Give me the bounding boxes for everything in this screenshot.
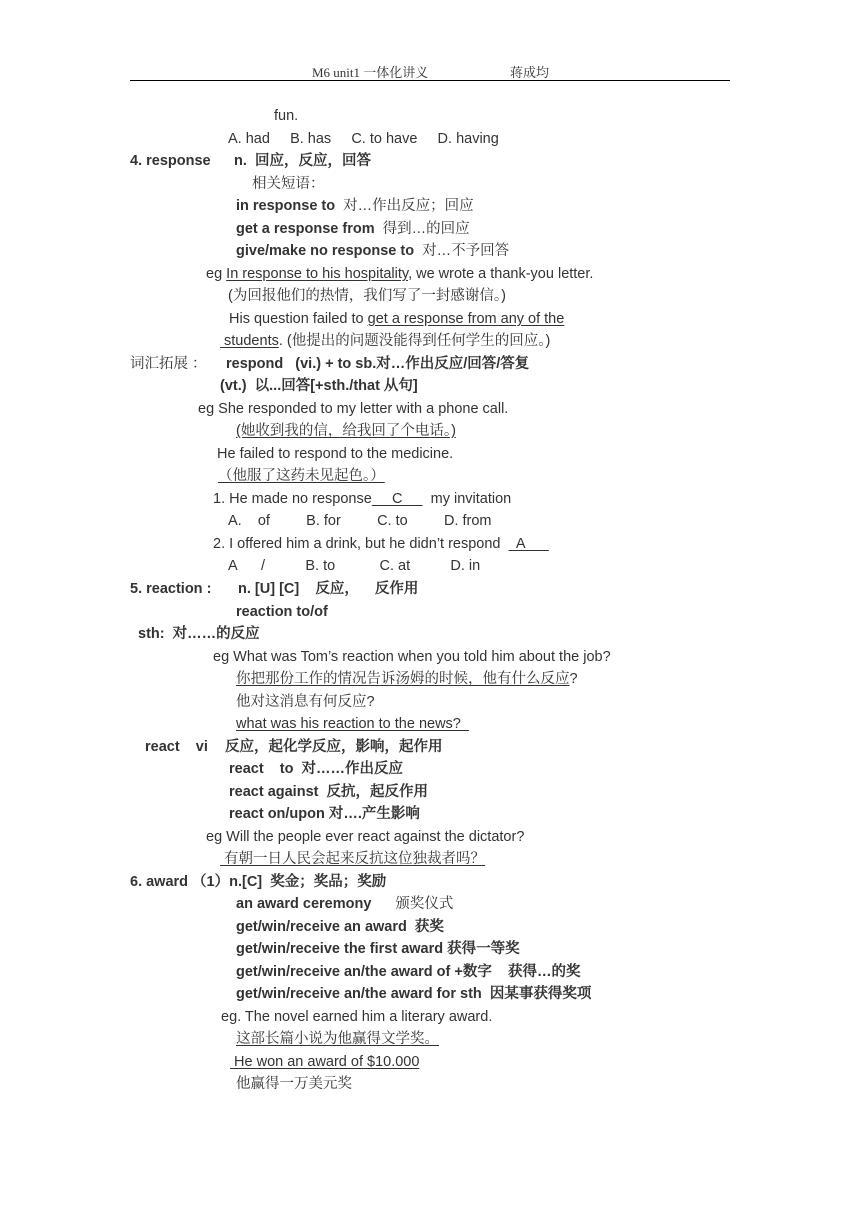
example-translation: 他赢得一万美元奖	[236, 1076, 352, 1092]
phrase-line	[236, 242, 509, 260]
phrase-line	[236, 220, 470, 238]
phrase-en: get/win/receive an/the award of +数字 获得…的奖	[236, 964, 581, 980]
entry-word: . reaction :	[138, 581, 212, 597]
phrase-line	[236, 985, 591, 1003]
phrase-en: get/win/receive the first award 获得一等奖	[236, 941, 520, 957]
entry-heading-reaction	[130, 580, 211, 598]
entry-definition	[234, 152, 371, 170]
phrase-line	[229, 805, 420, 823]
choice-options: A. of B. for C. to D. from	[228, 513, 492, 529]
example-highlight: He won an award of $10.000	[230, 1054, 420, 1070]
phrase-cn: 对…不予回答	[422, 243, 510, 259]
phrase-cn: 对…作出反应；回应	[343, 198, 474, 214]
entry-word: 4. response	[130, 153, 211, 169]
example-line	[206, 265, 593, 283]
vocab-extension-label: 词汇拓展 ：	[130, 356, 207, 372]
answer-blank: A	[508, 536, 549, 552]
translation-text: （他服了这药未见起色。）	[218, 468, 385, 484]
page-header	[130, 62, 730, 81]
entry-heading-react	[145, 738, 208, 756]
example-line: eg She responded to my letter with a phone call.	[198, 401, 509, 417]
example-translation: . (他提出的问题没能得到任何学生的回应。)	[278, 333, 551, 349]
phrase-line	[236, 918, 444, 936]
entry-definition-text: 反应，起化学反应，影响，起作用	[225, 739, 443, 755]
phrase-cn: 颁奖仪式	[395, 896, 454, 912]
answer-blank: C	[371, 491, 423, 507]
choice-options: A. had B. has C. to have D. having	[228, 131, 499, 147]
phrase-en: give/make no response to	[236, 243, 415, 259]
example-highlight: what was his reaction to the news?	[236, 716, 469, 732]
phrase-cn: 得到…的回应	[382, 221, 470, 237]
example-line	[229, 310, 564, 328]
phrase-en: react to 对……作出反应	[229, 761, 404, 777]
phrase-en: react on/upon 对….产生影响	[229, 806, 420, 822]
phrase-line	[236, 895, 453, 913]
phrase-line	[236, 603, 328, 621]
example-translation	[236, 1030, 439, 1048]
example-translation: (为回报他们的热情，我们写了一封感谢信。)	[228, 288, 506, 304]
example-line: eg Will the people ever react against the dictator?	[206, 829, 525, 845]
translation-text: (她收到我的信，给我回了个电话。)	[236, 423, 456, 439]
entry-number: 5	[130, 581, 139, 597]
phrase-heading: 相关短语：	[252, 176, 325, 192]
entry-heading-award	[130, 873, 386, 891]
question-text: 1. He made no response	[213, 491, 372, 507]
phrase-en: get a response from	[236, 221, 375, 237]
translation-text: 有朝一日人民会起来反抗这位独裁者吗？	[220, 851, 486, 867]
example-line	[220, 332, 550, 350]
example-highlight: get a response from any of the	[367, 311, 565, 327]
example-line: 他对这消息有何反应?	[236, 694, 375, 710]
phrase-en: an award ceremony	[236, 896, 372, 912]
entry-definition-text: n. 回应，反应，回答	[234, 153, 371, 169]
vocab-extension-entry	[226, 355, 529, 373]
header-title: M6 unit1 一体化讲义	[312, 65, 429, 80]
entry-definition-text: （1）n.[C] 奖金；奖品；奖励	[188, 874, 387, 890]
phrase-en: get/win/receive an/the award for sth 因某事获得奖项	[236, 986, 592, 1002]
header-author: 蒋成均	[510, 65, 550, 80]
example-line	[230, 1053, 419, 1071]
phrase-line	[236, 940, 520, 958]
phrase-line	[229, 783, 428, 801]
phrase-en: sth: 对……的反应	[138, 626, 260, 642]
text-line: fun.	[274, 108, 299, 124]
phrase-line	[236, 197, 474, 215]
entry-definition	[225, 738, 443, 756]
example-line: He failed to respond to the medicine.	[217, 446, 454, 462]
example-translation	[236, 422, 456, 440]
vocab-entry-text: (vt.) 以...回答[+sth./that 从句]	[220, 378, 418, 394]
entry-definition	[238, 580, 418, 598]
example-line: eg What was Tom’s reaction when you told him about the job?	[213, 649, 611, 665]
example-highlight: students	[220, 333, 279, 349]
entry-word: react vi	[145, 739, 208, 755]
phrase-en: get/win/receive an award 获奖	[236, 919, 444, 935]
example-rest: , we wrote a thank-you letter.	[408, 266, 594, 282]
example-text: His question failed to	[229, 311, 368, 327]
entry-definition-text: n. [U] [C] 反应， 反作用	[238, 581, 419, 597]
phrase-en: in response to	[236, 198, 336, 214]
entry-word: 6. award	[130, 874, 189, 890]
question-text: my invitation	[422, 491, 512, 507]
example-line	[236, 715, 469, 733]
translation-text: 你把那份工作的情况告诉汤姆的时候，他有什么反应	[236, 671, 570, 687]
choice-options: A / B. to C. at D. in	[228, 558, 481, 574]
example-line: eg. The novel earned him a literary award.	[221, 1009, 493, 1025]
translation-punct: ?	[569, 671, 578, 687]
example-translation	[220, 850, 485, 868]
phrase-en: react against 反抗，起反作用	[229, 784, 429, 800]
example-highlight: In response to his hospitality	[226, 266, 409, 282]
exercise-question	[213, 490, 511, 508]
phrase-line	[236, 963, 580, 981]
example-prefix: eg	[206, 266, 227, 282]
question-text: 2. I offered him a drink, but he didn’t respond	[213, 536, 509, 552]
phrase-en: reaction to/of	[236, 604, 328, 620]
phrase-line	[138, 625, 260, 643]
phrase-line	[229, 760, 403, 778]
vocab-entry-text: respond (vi.) + to sb.对…作出反应/回答/答复	[226, 356, 530, 372]
translation-text: 这部长篇小说为他赢得文学奖。	[236, 1031, 439, 1047]
exercise-question	[213, 535, 549, 553]
example-translation	[236, 670, 578, 688]
entry-heading-response	[130, 152, 211, 170]
example-translation	[218, 467, 385, 485]
vocab-extension-entry	[220, 377, 418, 395]
